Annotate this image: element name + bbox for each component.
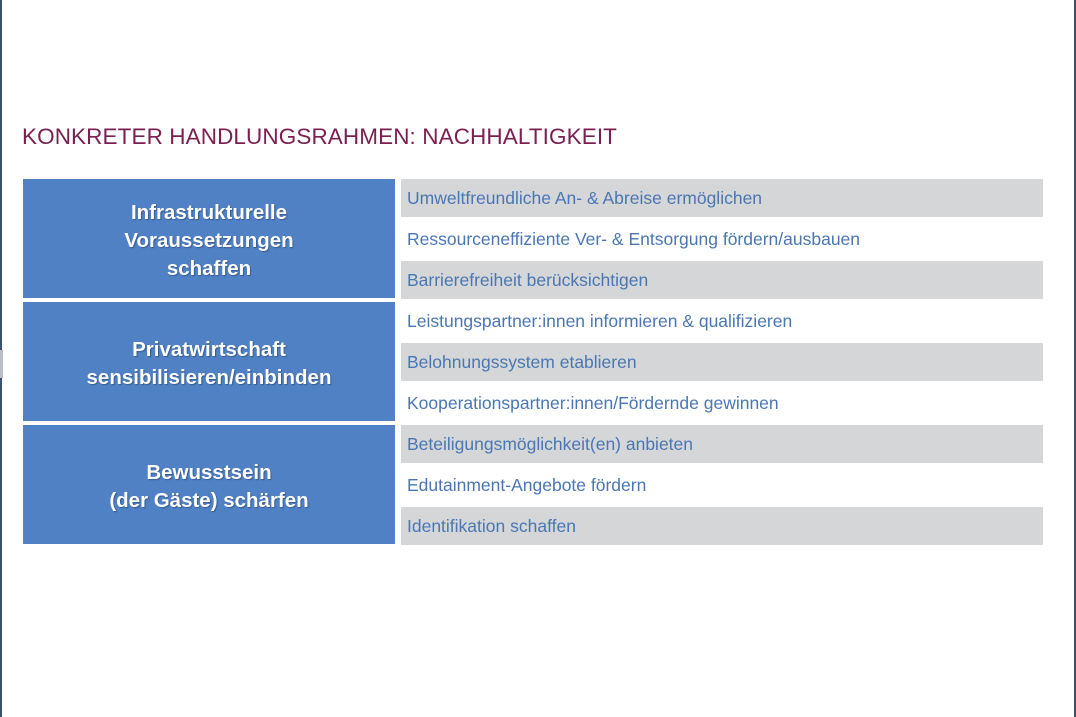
action-item: Barrierefreiheit berücksichtigen [401, 261, 1043, 299]
action-item: Ressourceneffiziente Ver- & Entsorgung fördern/ausbauen [407, 229, 861, 249]
category-label-line: sensibilisieren/einbinden [86, 365, 332, 389]
action-item: Kooperationspartner:innen/Fördernde gewinnen [407, 393, 779, 413]
category-label-line: Infrastrukturelle [130, 200, 288, 224]
category-label-line: Bewusstsein [146, 460, 272, 484]
category-label-line: (der Gäste) schärfen [109, 488, 309, 512]
page-title: KONKRETER HANDLUNGSRAHMEN: NACHHALTIGKEIT [22, 124, 618, 149]
action-item: Edutainment-Angebote fördern [407, 475, 647, 495]
action-item: Belohnungssystem etablieren [401, 343, 1043, 381]
category-label [109, 459, 308, 515]
action-item: Leistungspartner:innen informieren & qualifizieren [407, 311, 793, 331]
category-label [124, 199, 293, 283]
category-infrastructure [23, 179, 395, 298]
action-item: Umweltfreundliche An- & Abreise ermöglichen [401, 179, 1043, 217]
category-label-line: Voraussetzungen [124, 228, 294, 252]
slide-edge-marker [0, 350, 3, 378]
category-private-sector [23, 302, 395, 421]
action-item: Beteiligungsmöglichkeit(en) anbieten [401, 425, 1043, 463]
category-label-line: schaffen [166, 256, 252, 280]
category-label [87, 336, 332, 392]
category-awareness [23, 425, 395, 544]
action-item: Identifikation schaffen [401, 507, 1043, 545]
category-label-line: Privatwirtschaft [132, 337, 286, 361]
